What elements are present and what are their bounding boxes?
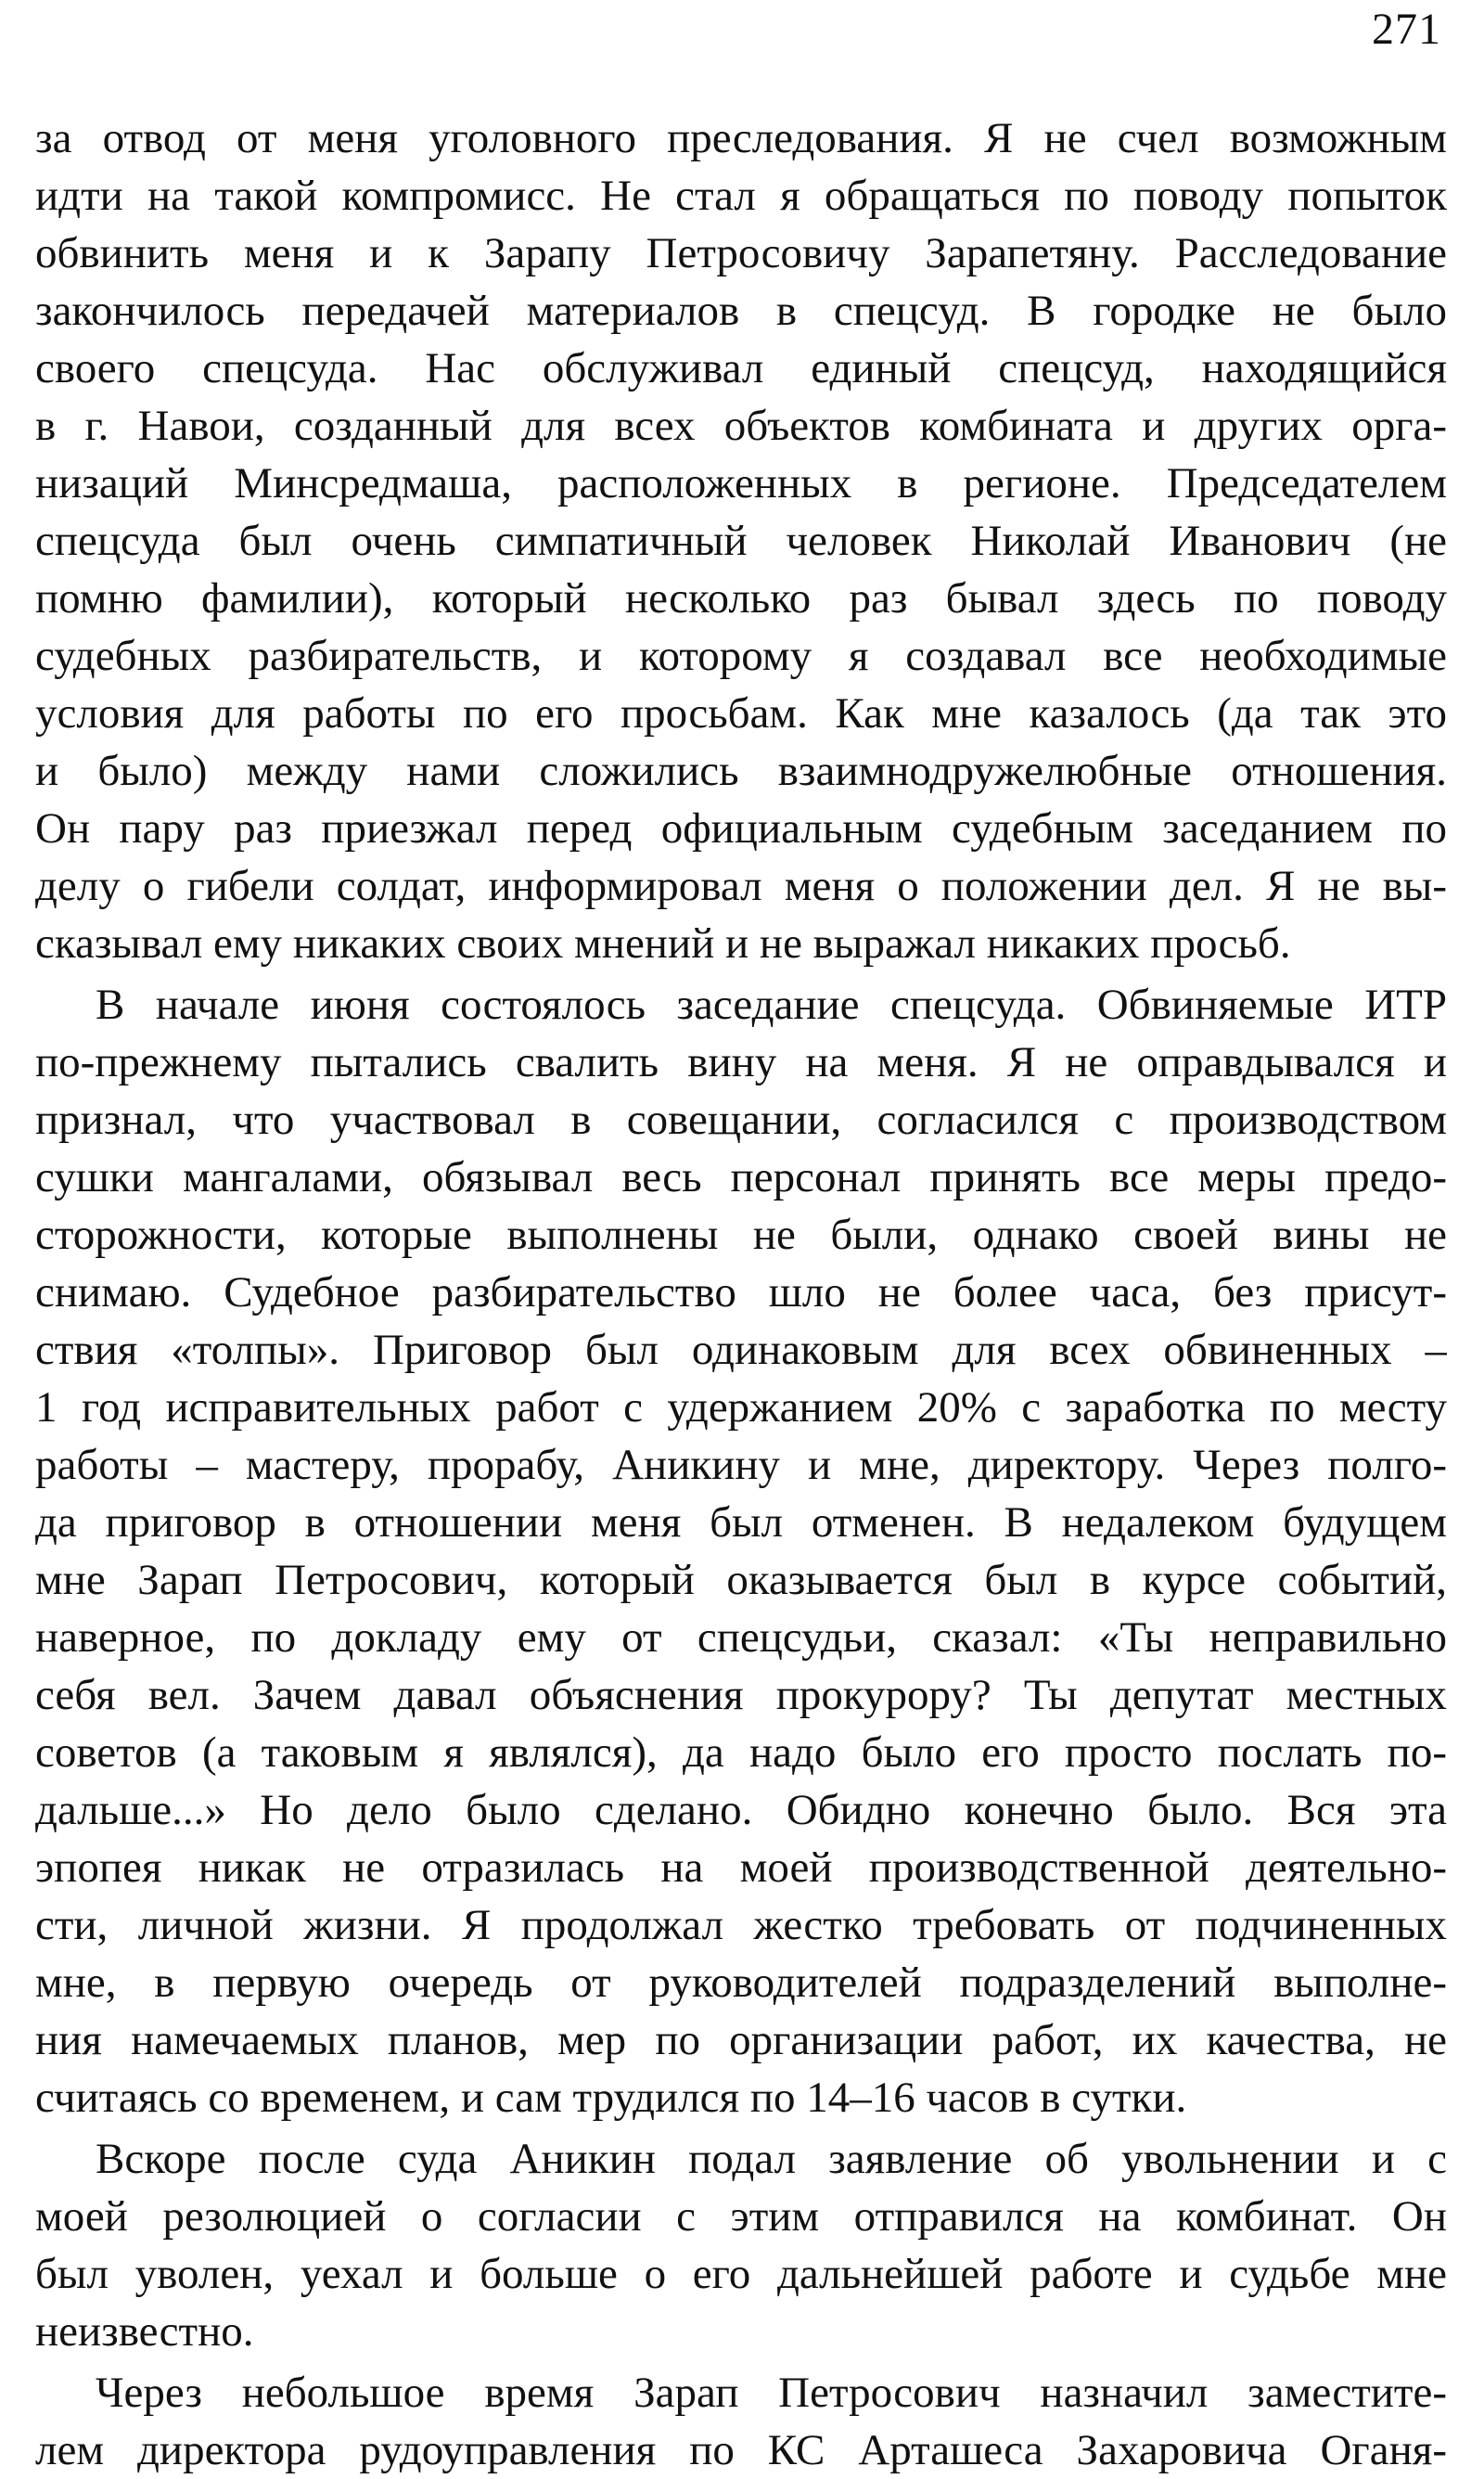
paragraph	[35, 976, 1447, 2126]
page-number: 271	[1372, 5, 1441, 54]
text-line: да приговор в отношении меня был отменен. В недалеком будущем	[35, 1498, 1447, 1547]
text-line: наверное, по докладу ему от спецсудьи, сказал: «Ты неправильно	[35, 1613, 1447, 1662]
text-line: неизвестно.	[35, 2307, 254, 2356]
text-line: ствия «толпы». Приговор был одинаковым для всех обвиненных –	[35, 1326, 1447, 1374]
text-line: работы – мастеру, прорабу, Аникину и мне, директору. Через полго-	[35, 1441, 1447, 1489]
text-line: снимаю. Судебное разбирательство шло не более часа, без присут-	[35, 1268, 1447, 1317]
text-line: идти на такой компромисс. Не стал я обращаться по поводу попыток	[35, 172, 1447, 220]
text-line: лем директора рудоуправления по КС Арташеса Захаровича Оганя-	[35, 2426, 1447, 2474]
text-line: ния намечаемых планов, мер по организации работ, их качества, не	[35, 2016, 1447, 2064]
text-line: за отвод от меня уголовного преследования. Я не счел возможным	[35, 114, 1447, 162]
text-line: помню фамилии), который несколько раз бывал здесь по поводу	[35, 574, 1447, 623]
text-line: сказывал ему никаких своих мнений и не выражал никаких просьб.	[35, 919, 1291, 968]
text-line: эпопея никак не отразилась на моей производственной деятельно-	[35, 1843, 1447, 1892]
text-line: по-прежнему пытались свалить вину на меня. Я не оправдывался и	[35, 1038, 1447, 1086]
paragraph	[35, 109, 1447, 972]
text-line: мне Зарап Петросович, который оказывается был в курсе событий,	[35, 1556, 1447, 1604]
text-line: условия для работы по его просьбам. Как мне казалось (да так это	[35, 689, 1447, 738]
text-line: делу о гибели солдат, информировал меня о положении дел. Я не вы-	[35, 862, 1447, 910]
text-line: моей резолюцией о согласии с этим отправился на комбинат. Он	[35, 2192, 1447, 2241]
text-line: и было) между нами сложились взаимнодружелюбные отношения.	[35, 747, 1447, 795]
text-line: судебных разбирательств, и которому я создавал все необходимые	[35, 632, 1447, 680]
text-line: был уволен, уехал и больше о его дальнейшей работе и судьбе мне	[35, 2250, 1447, 2298]
text-line: Он пару раз приезжал перед официальным судебным заседанием по	[35, 804, 1447, 853]
text-line: закончилось передачей материалов в спецсуд. В городке не было	[35, 287, 1447, 335]
text-line: низаций Минсредмаша, расположенных в регионе. Председателем	[35, 459, 1447, 507]
text-line: считаясь со временем, и сам трудился по 14–16 часов в сутки.	[35, 2074, 1187, 2122]
text-line: спецсуда был очень симпатичный человек Николай Иванович (не	[35, 517, 1447, 565]
text-line: дальше...» Но дело было сделано. Обидно конечно было. Вся эта	[35, 1786, 1447, 1834]
text-line: в г. Навои, созданный для всех объектов комбината и других орга-	[35, 402, 1447, 450]
body-text	[35, 109, 1447, 2479]
paragraph	[35, 2364, 1447, 2479]
text-line: сти, личной жизни. Я продолжал жестко требовать от подчиненных	[35, 1901, 1447, 1949]
text-line: сторожности, которые выполнены не были, однако своей вины не	[35, 1211, 1447, 1259]
text-line: советов (а таковым я являлся), да надо было его просто послать по-	[35, 1728, 1447, 1777]
text-line: 1 год исправительных работ с удержанием 20% с заработка по месту	[35, 1383, 1447, 1432]
text-line: обвинить меня и к Зарапу Петросовичу Зарапетяну. Расследование	[35, 229, 1447, 277]
text-line: В начале июня состоялось заседание спецсуда. Обвиняемые ИТР	[96, 981, 1447, 1029]
text-line: Вскоре после суда Аникин подал заявление об увольнении и с	[96, 2135, 1447, 2183]
paragraph	[35, 2130, 1447, 2360]
text-line: своего спецсуда. Нас обслуживал единый спецсуд, находящийся	[35, 344, 1447, 392]
text-line: Через небольшое время Зарап Петросович назначил заместите-	[96, 2369, 1447, 2417]
text-line: сушки мангалами, обязывал весь персонал принять все меры предо-	[35, 1153, 1447, 1201]
text-line: признал, что участвовал в совещании, согласился с производством	[35, 1096, 1447, 1144]
text-line: себя вел. Зачем давал объяснения прокурору? Ты депутат местных	[35, 1671, 1447, 1719]
text-line: мне, в первую очередь от руководителей подразделений выполне-	[35, 1959, 1447, 2007]
